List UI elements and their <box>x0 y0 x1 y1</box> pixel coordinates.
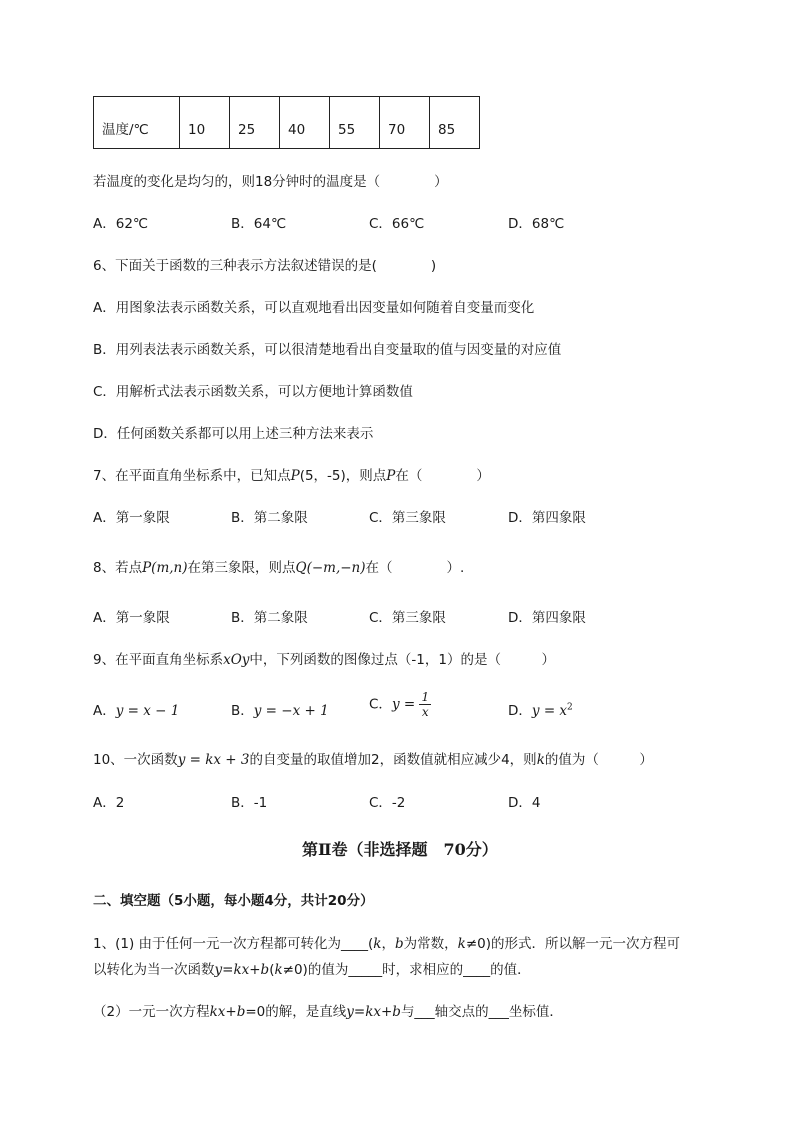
var-k: k <box>457 936 466 952</box>
q5-option-c: C．66℃ <box>369 216 425 232</box>
text: ( <box>269 962 275 978</box>
q9-stem-a: 9、在平面直角坐标系 <box>93 652 224 668</box>
q9-option-c-lhs: y = <box>391 696 416 713</box>
q8-stem-a: 8、若点 <box>93 560 143 576</box>
table-cell: 10 <box>180 97 230 149</box>
fraction-denominator: x <box>421 705 429 719</box>
option-label: C． <box>369 696 392 713</box>
text: 为常数， <box>403 936 458 952</box>
q9-option-b-expr: y = −x + 1 <box>253 703 329 719</box>
q10-var-k: k <box>536 752 545 768</box>
q8-option-a: A．第一象限 <box>93 610 170 626</box>
text: 1、(1) 由于任何一元一次方程都可转化为____( <box>93 936 374 952</box>
q7-coords: (5，-5)，则点 <box>299 468 387 484</box>
q10-option-a: A．2 <box>93 795 125 811</box>
line-expr: y=kx+b <box>346 1004 401 1020</box>
q5-option-d: D．68℃ <box>508 216 565 232</box>
q6-option-a: A．用图象法表示函数关系，可以直观地看出因变量如何随着自变量而变化 <box>93 300 535 316</box>
text: 与___轴交点的___坐标值． <box>400 1004 563 1020</box>
q6-option-c: C．用解析式法表示函数关系，可以方便地计算函数值 <box>93 384 413 400</box>
q9-option-c-fraction <box>419 690 431 719</box>
q8-option-c: C．第三象限 <box>369 610 446 626</box>
q10-stem-a: 10、一次函数 <box>93 752 178 768</box>
q5-option-b: B．64℃ <box>231 216 287 232</box>
q6-option-b: B．用列表法表示函数关系，可以很清楚地看出自变量取的值与因变量的对应值 <box>93 342 562 358</box>
fill1-line2 <box>93 958 531 978</box>
text: ≠0)的形式．所以解一元一次方程可 <box>465 936 680 952</box>
table-header-cell: 温度/℃ <box>94 97 180 149</box>
q7-option-a: A．第一象限 <box>93 510 170 526</box>
var-k: k <box>274 962 283 978</box>
q5-stem: 若温度的变化是均匀的，则18分钟时的温度是（ ） <box>93 174 448 190</box>
temperature-table <box>93 96 480 149</box>
fraction-numerator: 1 <box>421 690 430 704</box>
eq-expr: kx+b <box>209 1004 246 1020</box>
q9-stem-b: 中，下列函数的图像过点（-1，1）的是（ ） <box>249 652 555 668</box>
text: =0的解，是直线 <box>245 1004 347 1020</box>
fill1-line1 <box>93 932 680 952</box>
q9-option-d-exponent: 2 <box>567 702 573 713</box>
table-cell: 55 <box>330 97 380 149</box>
q7-point-p: P <box>290 468 300 484</box>
q8-stem <box>93 556 464 576</box>
part2-title: 第Ⅱ卷（非选择题 70分） <box>302 840 498 859</box>
q10-option-c: C．-2 <box>369 795 406 811</box>
var-b: b <box>394 936 404 952</box>
fill1-line3 <box>93 1000 563 1020</box>
q10-option-d: D．4 <box>508 795 541 811</box>
q6-option-d: D．任何函数关系都可以用上述三种方法来表示 <box>93 426 374 442</box>
q9-option-b <box>231 699 329 719</box>
text: ， <box>381 936 395 952</box>
table-cell: 85 <box>430 97 480 149</box>
q7-option-d: D．第四象限 <box>508 510 586 526</box>
q8-stem-b: 在第三象限，则点 <box>187 560 296 576</box>
q7-option-c: C．第三象限 <box>369 510 446 526</box>
text: 以转化为当一次函数 <box>93 962 215 978</box>
q7-point-p-ref: P <box>386 468 396 484</box>
q9-option-a <box>93 699 179 719</box>
table-cell: 40 <box>280 97 330 149</box>
q10-option-b: B．-1 <box>231 795 268 811</box>
q8-option-b: B．第二象限 <box>231 610 308 626</box>
q7-stem-b: 在（ ） <box>395 468 490 484</box>
table-row <box>94 97 480 149</box>
q7-stem <box>93 464 490 484</box>
table-cell: 70 <box>380 97 430 149</box>
text: （2）一元一次方程 <box>93 1004 210 1020</box>
option-label: B． <box>231 703 254 719</box>
q7-stem-a: 7、在平面直角坐标系中，已知点 <box>93 468 291 484</box>
q9-option-c <box>369 690 431 719</box>
q10-stem-b: 的自变量的取值增加2，函数值就相应减少4，则 <box>249 752 537 768</box>
var-k: k <box>373 936 382 952</box>
option-label: D． <box>508 703 532 719</box>
q10-stem <box>93 748 653 768</box>
q6-stem: 6、下面关于函数的三种表示方法叙述错误的是( ) <box>93 258 437 274</box>
section-heading: 二、填空题（5小题，每小题4分，共计20分） <box>93 893 374 909</box>
q8-point-p: P(m,n) <box>142 560 188 576</box>
func-expr: y=kx+b <box>214 962 270 978</box>
q9-stem <box>93 648 555 668</box>
q8-stem-c: 在（ ）. <box>365 560 465 576</box>
q9-option-a-expr: y = x − 1 <box>115 703 180 719</box>
q7-option-b: B．第二象限 <box>231 510 308 526</box>
q10-func: y = kx + 3 <box>177 752 250 768</box>
option-label: A． <box>93 703 116 719</box>
q8-point-q: Q(−m,−n) <box>295 560 366 576</box>
q8-option-d: D．第四象限 <box>508 610 586 626</box>
q10-stem-c: 的值为（ ） <box>544 752 653 768</box>
q9-coord-sys: xOy <box>223 652 250 668</box>
q9-option-d-expr: y = x <box>531 703 568 719</box>
q5-option-a: A．62℃ <box>93 216 149 232</box>
q9-option-d <box>508 699 573 719</box>
table-cell: 25 <box>230 97 280 149</box>
text: ≠0)的值为_____时，求相应的____的值． <box>282 962 531 978</box>
